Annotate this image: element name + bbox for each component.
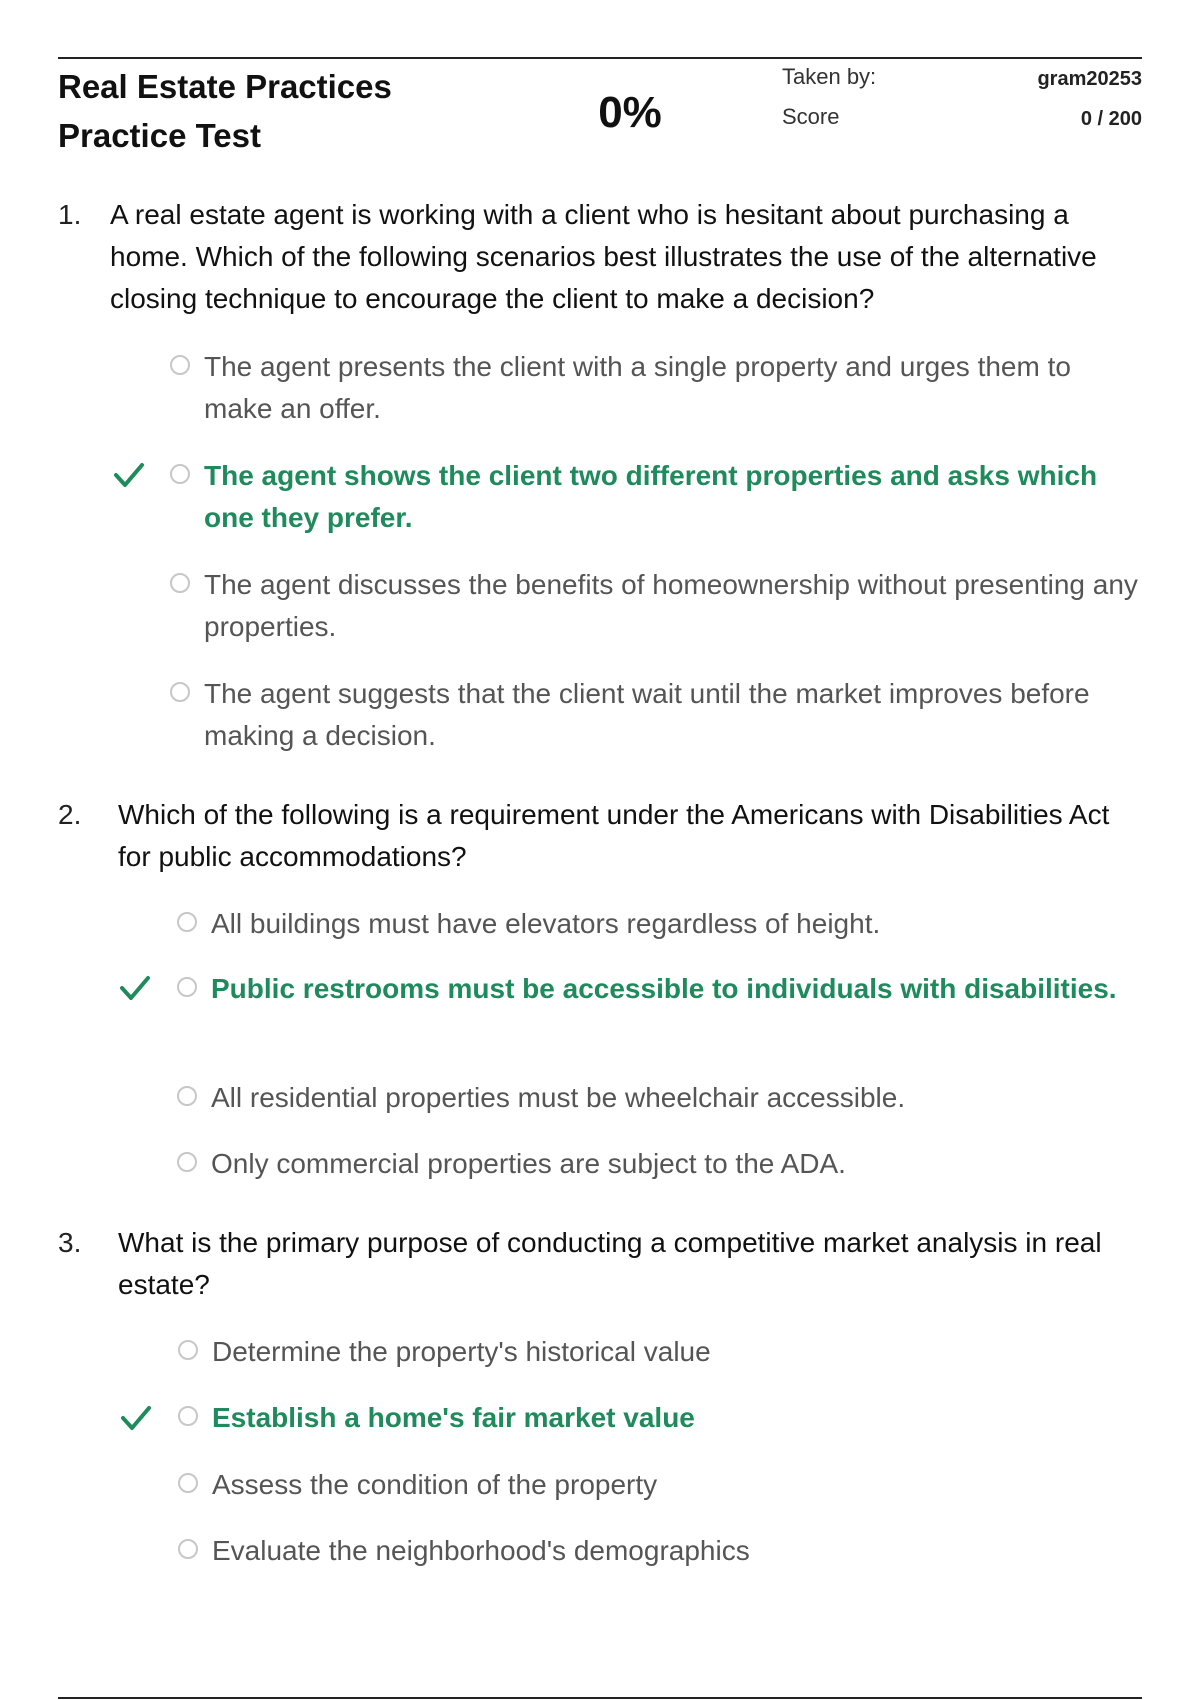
score-percent: 0% (598, 88, 662, 137)
answer-option[interactable] (177, 1143, 1140, 1185)
taken-by-label: Taken by: (782, 64, 877, 89)
top-divider (58, 57, 1142, 59)
check-icon (118, 971, 152, 1005)
option-text: Determine the property's historical value (212, 1336, 711, 1367)
title-line-1: Real Estate Practices (58, 68, 392, 105)
answer-option[interactable] (170, 673, 1140, 757)
check-icon (119, 1401, 153, 1435)
radio-unselected-icon[interactable] (170, 355, 190, 375)
radio-unselected-icon[interactable] (177, 912, 197, 932)
radio-unselected-icon[interactable] (170, 573, 190, 593)
option-text: The agent shows the client two different properties and asks which one they prefer. (204, 460, 1098, 533)
option-text: The agent presents the client with a single property and urges them to make an offer. (204, 351, 1071, 424)
option-text: The agent discusses the benefits of homeownership without presenting any properties. (204, 569, 1138, 642)
answer-option[interactable] (178, 1530, 1140, 1572)
score-label: Score (782, 104, 840, 129)
title-line-2: Practice Test (58, 117, 261, 154)
answer-option[interactable] (170, 346, 1140, 430)
radio-unselected-icon[interactable] (170, 464, 190, 484)
score-value: 0 / 200 (1080, 108, 1142, 130)
answer-option-correct[interactable] (178, 1397, 1140, 1439)
question-text: What is the primary purpose of conducting a competitive market analysis in real estate? (118, 1227, 1102, 1300)
radio-unselected-icon[interactable] (177, 1086, 197, 1106)
radio-unselected-icon[interactable] (178, 1539, 198, 1559)
check-icon (112, 458, 146, 492)
radio-unselected-icon[interactable] (177, 1152, 197, 1172)
option-text: All buildings must have elevators regardless of height. (211, 908, 881, 939)
option-text: The agent suggests that the client wait until the market improves before making a decision. (204, 678, 1090, 751)
radio-unselected-icon[interactable] (178, 1406, 198, 1426)
answer-option[interactable] (178, 1464, 1140, 1506)
bottom-divider (58, 1697, 1142, 1699)
radio-unselected-icon[interactable] (170, 682, 190, 702)
question-number: 2. (58, 799, 82, 830)
option-text: Evaluate the neighborhood's demographics (212, 1535, 750, 1566)
question-number: 3. (58, 1227, 82, 1258)
radio-unselected-icon[interactable] (178, 1473, 198, 1493)
question-3 (58, 1222, 1142, 1306)
answer-option-correct[interactable] (177, 968, 1140, 1010)
question-1 (58, 194, 1142, 320)
radio-unselected-icon[interactable] (178, 1340, 198, 1360)
answer-option[interactable] (177, 903, 1140, 945)
question-2 (58, 794, 1142, 878)
option-text: Establish a home's fair market value (212, 1402, 695, 1433)
question-number: 1. (58, 199, 82, 230)
answer-option[interactable] (177, 1077, 1140, 1119)
test-title (58, 62, 478, 160)
taken-by-value: gram20253 (1037, 68, 1142, 90)
question-text: Which of the following is a requirement under the Americans with Disabilities Act for public accommodations? (118, 799, 1110, 872)
option-text: Public restrooms must be accessible to individuals with disabilities. (211, 973, 1117, 1004)
answer-option-correct[interactable] (170, 455, 1140, 539)
option-text: Assess the condition of the property (212, 1469, 658, 1500)
question-text: A real estate agent is working with a client who is hesitant about purchasing a home. Which of the following scenarios best illustrates the use of the alternative closing technique to encourage the client to make a decision? (110, 199, 1097, 314)
radio-unselected-icon[interactable] (177, 977, 197, 997)
option-text: Only commercial properties are subject to the ADA. (211, 1148, 846, 1179)
answer-option[interactable] (170, 564, 1140, 648)
answer-option[interactable] (178, 1331, 1140, 1373)
option-text: All residential properties must be wheelchair accessible. (211, 1082, 906, 1113)
